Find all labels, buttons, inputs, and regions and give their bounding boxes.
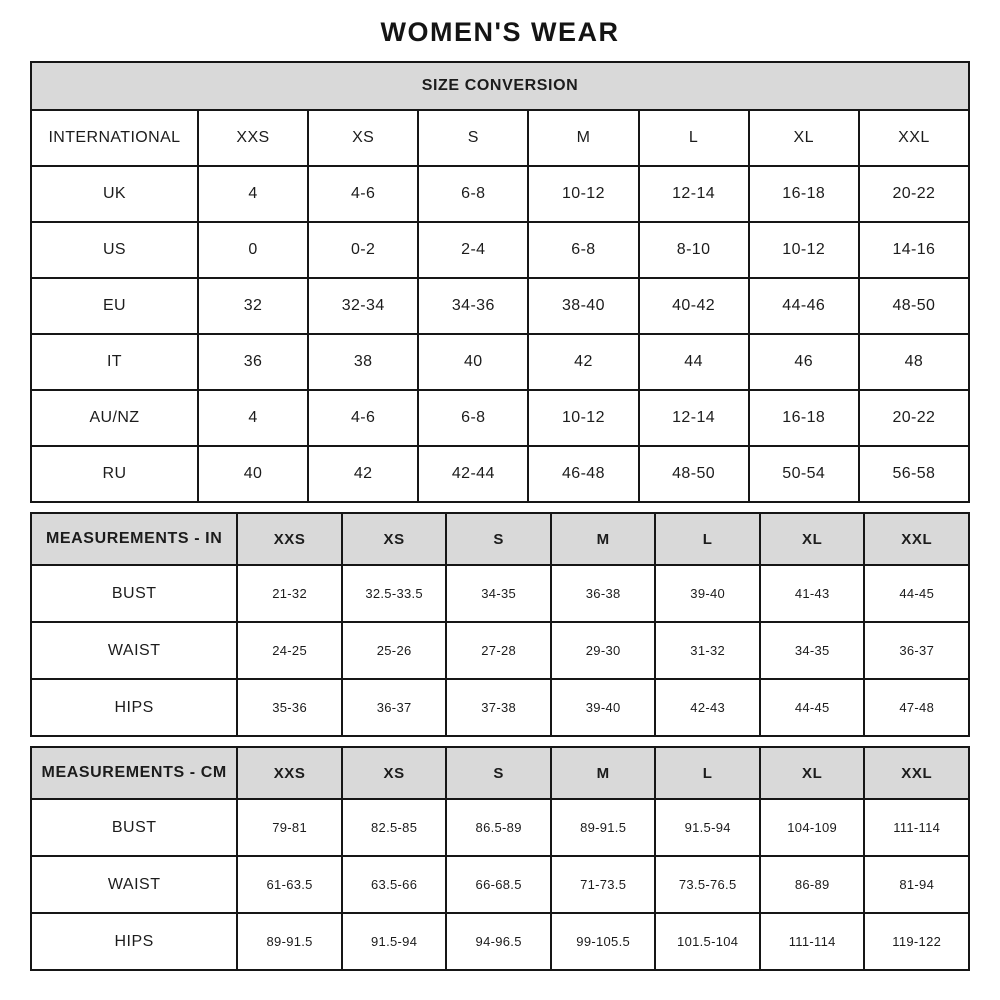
table-row-international — [31, 110, 969, 166]
row-label: IT — [31, 334, 198, 390]
value-cell: 66-68.5 — [446, 856, 551, 913]
value-cell: 94-96.5 — [446, 913, 551, 970]
value-cell: 81-94 — [864, 856, 969, 913]
value-cell: 0 — [198, 222, 308, 278]
value-cell: 119-122 — [864, 913, 969, 970]
value-cell: 35-36 — [237, 679, 342, 736]
value-cell: 44-45 — [864, 565, 969, 622]
value-cell: 42 — [528, 334, 638, 390]
value-cell: 42-44 — [418, 446, 528, 502]
measurements-cm-header-row — [31, 747, 969, 799]
page-title: WOMEN'S WEAR — [380, 17, 620, 47]
value-cell: 34-35 — [760, 622, 865, 679]
value-cell: 91.5-94 — [342, 913, 447, 970]
value-cell: 21-32 — [237, 565, 342, 622]
value-cell: 40 — [418, 334, 528, 390]
table-row-bust — [31, 565, 969, 622]
row-label: RU — [31, 446, 198, 502]
value-cell: 40 — [198, 446, 308, 502]
table-row-uk — [31, 166, 969, 222]
measurements-in-table — [30, 512, 970, 737]
size-header-xl: XL — [760, 747, 865, 799]
table-row-ru — [31, 446, 969, 502]
value-cell: 56-58 — [859, 446, 969, 502]
row-label: EU — [31, 278, 198, 334]
table-row-eu — [31, 278, 969, 334]
value-cell: 101.5-104 — [655, 913, 760, 970]
size-header-xs: XS — [342, 747, 447, 799]
value-cell: XS — [308, 110, 418, 166]
value-cell: 8-10 — [639, 222, 749, 278]
row-label: BUST — [31, 565, 237, 622]
value-cell: 86.5-89 — [446, 799, 551, 856]
value-cell: 73.5-76.5 — [655, 856, 760, 913]
value-cell: 89-91.5 — [237, 913, 342, 970]
value-cell: 82.5-85 — [342, 799, 447, 856]
value-cell: 4 — [198, 166, 308, 222]
value-cell: 25-26 — [342, 622, 447, 679]
value-cell: 20-22 — [859, 166, 969, 222]
value-cell: 12-14 — [639, 166, 749, 222]
value-cell: 10-12 — [528, 390, 638, 446]
measurements-in-header: MEASUREMENTS - IN — [31, 513, 237, 565]
value-cell: 0-2 — [308, 222, 418, 278]
value-cell: 32-34 — [308, 278, 418, 334]
value-cell: 16-18 — [749, 166, 859, 222]
value-cell: 4-6 — [308, 166, 418, 222]
value-cell: 24-25 — [237, 622, 342, 679]
value-cell: 4 — [198, 390, 308, 446]
row-label: HIPS — [31, 913, 237, 970]
row-label: WAIST — [31, 856, 237, 913]
value-cell: 86-89 — [760, 856, 865, 913]
row-label: WAIST — [31, 622, 237, 679]
value-cell: 46 — [749, 334, 859, 390]
value-cell: 14-16 — [859, 222, 969, 278]
value-cell: 50-54 — [749, 446, 859, 502]
table-row-waist — [31, 622, 969, 679]
value-cell: 6-8 — [418, 166, 528, 222]
value-cell: 40-42 — [639, 278, 749, 334]
row-label: INTERNATIONAL — [31, 110, 198, 166]
value-cell: 10-12 — [528, 166, 638, 222]
value-cell: 36-38 — [551, 565, 656, 622]
value-cell: 79-81 — [237, 799, 342, 856]
value-cell: S — [418, 110, 528, 166]
size-header-xxs: XXS — [237, 747, 342, 799]
value-cell: 42-43 — [655, 679, 760, 736]
value-cell: 41-43 — [760, 565, 865, 622]
row-label: US — [31, 222, 198, 278]
value-cell: 61-63.5 — [237, 856, 342, 913]
value-cell: 48-50 — [639, 446, 749, 502]
value-cell: 36 — [198, 334, 308, 390]
size-header-l: L — [655, 747, 760, 799]
table-row-us — [31, 222, 969, 278]
value-cell: XXL — [859, 110, 969, 166]
value-cell: 36-37 — [864, 622, 969, 679]
value-cell: 104-109 — [760, 799, 865, 856]
row-label: HIPS — [31, 679, 237, 736]
value-cell: 4-6 — [308, 390, 418, 446]
measurements-cm-table — [30, 746, 970, 971]
size-header-xxs: XXS — [237, 513, 342, 565]
size-header-s: S — [446, 513, 551, 565]
value-cell: 36-37 — [342, 679, 447, 736]
size-header-xxl: XXL — [864, 747, 969, 799]
table-row-bust — [31, 799, 969, 856]
value-cell: 6-8 — [528, 222, 638, 278]
value-cell: L — [639, 110, 749, 166]
value-cell: 32 — [198, 278, 308, 334]
value-cell: 29-30 — [551, 622, 656, 679]
value-cell: 48-50 — [859, 278, 969, 334]
size-header-xl: XL — [760, 513, 865, 565]
value-cell: 47-48 — [864, 679, 969, 736]
table-row-au-nz — [31, 390, 969, 446]
value-cell: 27-28 — [446, 622, 551, 679]
value-cell: 34-35 — [446, 565, 551, 622]
value-cell: 42 — [308, 446, 418, 502]
measurements-in-header-row — [31, 513, 969, 565]
size-header-m: M — [551, 513, 656, 565]
table-row-waist — [31, 856, 969, 913]
value-cell: 32.5-33.5 — [342, 565, 447, 622]
value-cell: 63.5-66 — [342, 856, 447, 913]
value-cell: 111-114 — [760, 913, 865, 970]
value-cell: 44-45 — [760, 679, 865, 736]
value-cell: 89-91.5 — [551, 799, 656, 856]
size-header-s: S — [446, 747, 551, 799]
value-cell: XL — [749, 110, 859, 166]
table-row-it — [31, 334, 969, 390]
row-label: UK — [31, 166, 198, 222]
value-cell: 48 — [859, 334, 969, 390]
value-cell: 38-40 — [528, 278, 638, 334]
size-header-xxl: XXL — [864, 513, 969, 565]
value-cell: 2-4 — [418, 222, 528, 278]
measurements-cm-body — [31, 799, 969, 970]
measurements-in-body — [31, 565, 969, 736]
row-label: BUST — [31, 799, 237, 856]
value-cell: 6-8 — [418, 390, 528, 446]
value-cell: 34-36 — [418, 278, 528, 334]
value-cell: 12-14 — [639, 390, 749, 446]
size-conversion-header-row — [31, 62, 969, 110]
value-cell: 39-40 — [551, 679, 656, 736]
measurements-cm-header: MEASUREMENTS - CM — [31, 747, 237, 799]
value-cell: 46-48 — [528, 446, 638, 502]
size-header-m: M — [551, 747, 656, 799]
value-cell: 39-40 — [655, 565, 760, 622]
value-cell: 91.5-94 — [655, 799, 760, 856]
value-cell: 37-38 — [446, 679, 551, 736]
value-cell: M — [528, 110, 638, 166]
value-cell: XXS — [198, 110, 308, 166]
table-row-hips — [31, 913, 969, 970]
size-conversion-table — [30, 61, 970, 503]
value-cell: 16-18 — [749, 390, 859, 446]
size-header-l: L — [655, 513, 760, 565]
size-conversion-body — [31, 110, 969, 502]
value-cell: 10-12 — [749, 222, 859, 278]
value-cell: 20-22 — [859, 390, 969, 446]
table-row-hips — [31, 679, 969, 736]
value-cell: 71-73.5 — [551, 856, 656, 913]
size-conversion-header: SIZE CONVERSION — [31, 62, 969, 110]
row-label: AU/NZ — [31, 390, 198, 446]
value-cell: 38 — [308, 334, 418, 390]
value-cell: 44-46 — [749, 278, 859, 334]
size-header-xs: XS — [342, 513, 447, 565]
value-cell: 99-105.5 — [551, 913, 656, 970]
value-cell: 31-32 — [655, 622, 760, 679]
value-cell: 111-114 — [864, 799, 969, 856]
value-cell: 44 — [639, 334, 749, 390]
